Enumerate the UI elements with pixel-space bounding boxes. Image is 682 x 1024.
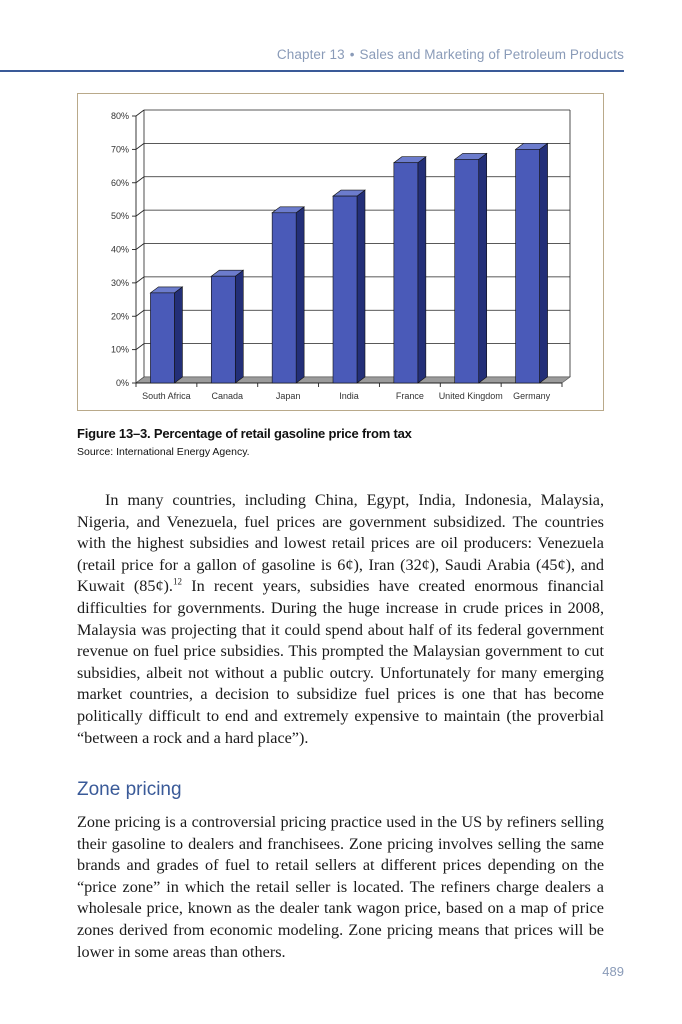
bar-front [394, 163, 418, 383]
chapter-title: Sales and Marketing of Petroleum Products [359, 47, 624, 62]
y-tick-label: 10% [110, 344, 129, 355]
figure-frame [77, 93, 604, 411]
bar-japan [272, 207, 304, 383]
bar-side [235, 270, 243, 383]
y-tick-label: 30% [110, 277, 129, 288]
page-number: 489 [602, 964, 624, 979]
x-tick-label: Canada [211, 391, 244, 401]
bar-front [150, 293, 174, 383]
x-tick-label: Germany [513, 391, 551, 401]
y-tick-label: 80% [110, 111, 129, 121]
bar-france [394, 157, 426, 383]
side-wall-gridline [136, 210, 144, 216]
y-tick-label: 60% [110, 177, 129, 188]
header-bullet: • [349, 47, 355, 62]
paragraph-1-continued: In recent years, subsidies have created enormous financial difficulties for governments. During the huge increase in crude prices in 2008, Malaysia was projecting that it could spend about half of its federal government revenue on fuel price subsidies. This prompted the Malaysian government to cut subsidies, albeit not without a public outcry. Unfortunately for many emerging market countries, a decision to subsidize fuel prices is one that has become politically difficult to end and extremely expensive to maintain (the proverbial “between a rock and a hard place”). [77, 577, 605, 747]
side-wall-gridline [136, 244, 144, 250]
x-tick-label: India [339, 391, 359, 401]
bar-front [333, 196, 357, 383]
footnote-reference: 12 [172, 576, 182, 587]
side-wall-gridline [136, 310, 144, 316]
x-tick-label: Japan [275, 391, 301, 401]
body-paragraph-1 [77, 490, 604, 749]
bar-side [479, 153, 487, 383]
bar-front [455, 159, 479, 383]
side-wall-gridline [136, 110, 144, 116]
x-tick-label: South Africa [142, 391, 191, 401]
bar-front [272, 213, 296, 383]
bar-front [516, 149, 540, 383]
y-tick-label: 40% [110, 244, 129, 255]
y-tick-label: 70% [110, 144, 129, 155]
bar-canada [211, 270, 243, 383]
body-paragraph-2: Zone pricing is a controversial pricing practice used in the US by refiners selling their gasoline to dealers and franchisees. Zone pricing involves selling the same brands and grades of fuel to retail sellers at different prices depending on the “price zone” in which the retail seller is located. The refiners charge dealers a wholesale price, known as the dealer tank wagon price, based on a map of price zones derived from economic modeling. Zone pricing means that prices will be lower in some areas than others. [77, 813, 604, 961]
header-text [277, 47, 624, 62]
section-heading: Zone pricing [77, 779, 182, 800]
bar-india [333, 190, 365, 383]
x-tick-label: United Kingdom [438, 391, 503, 401]
bar-side [174, 287, 182, 383]
bar-south-africa [150, 287, 182, 383]
figure-source: Source: International Energy Agency. [77, 446, 250, 458]
bar-side [418, 157, 426, 383]
side-wall-gridline [136, 143, 144, 149]
y-tick-label: 0% [115, 378, 129, 388]
paragraph-1-text: In many countries, including China, Egypt, India, Indonesia, Malaysia, Nigeria, and Venezuela, fuel prices are government subsidized. The countries with the highest subsidies and lowest retail prices are oil producers: Venezuela (retail price for a gallon of gasoline is 6¢), Iran (32¢), Saudi Arabia (45¢), and Kuwait (85¢). [77, 491, 604, 596]
bar-front [211, 276, 235, 383]
x-tick-label: France [395, 391, 424, 401]
side-wall-gridline [136, 344, 144, 350]
running-header [0, 46, 624, 72]
bar-side [540, 143, 548, 383]
chapter-label: Chapter 13 [276, 47, 345, 62]
bar-side [357, 190, 365, 383]
bar-side [296, 207, 304, 383]
bar-united-kingdom [455, 153, 487, 383]
bar-chart [78, 94, 605, 412]
side-wall-gridline [136, 277, 144, 283]
figure-caption: Figure 13–3. Percentage of retail gasoline price from tax [77, 426, 412, 441]
y-tick-label: 50% [110, 211, 129, 222]
y-tick-label: 20% [110, 311, 129, 322]
bar-germany [516, 143, 548, 383]
side-wall-gridline [136, 177, 144, 183]
